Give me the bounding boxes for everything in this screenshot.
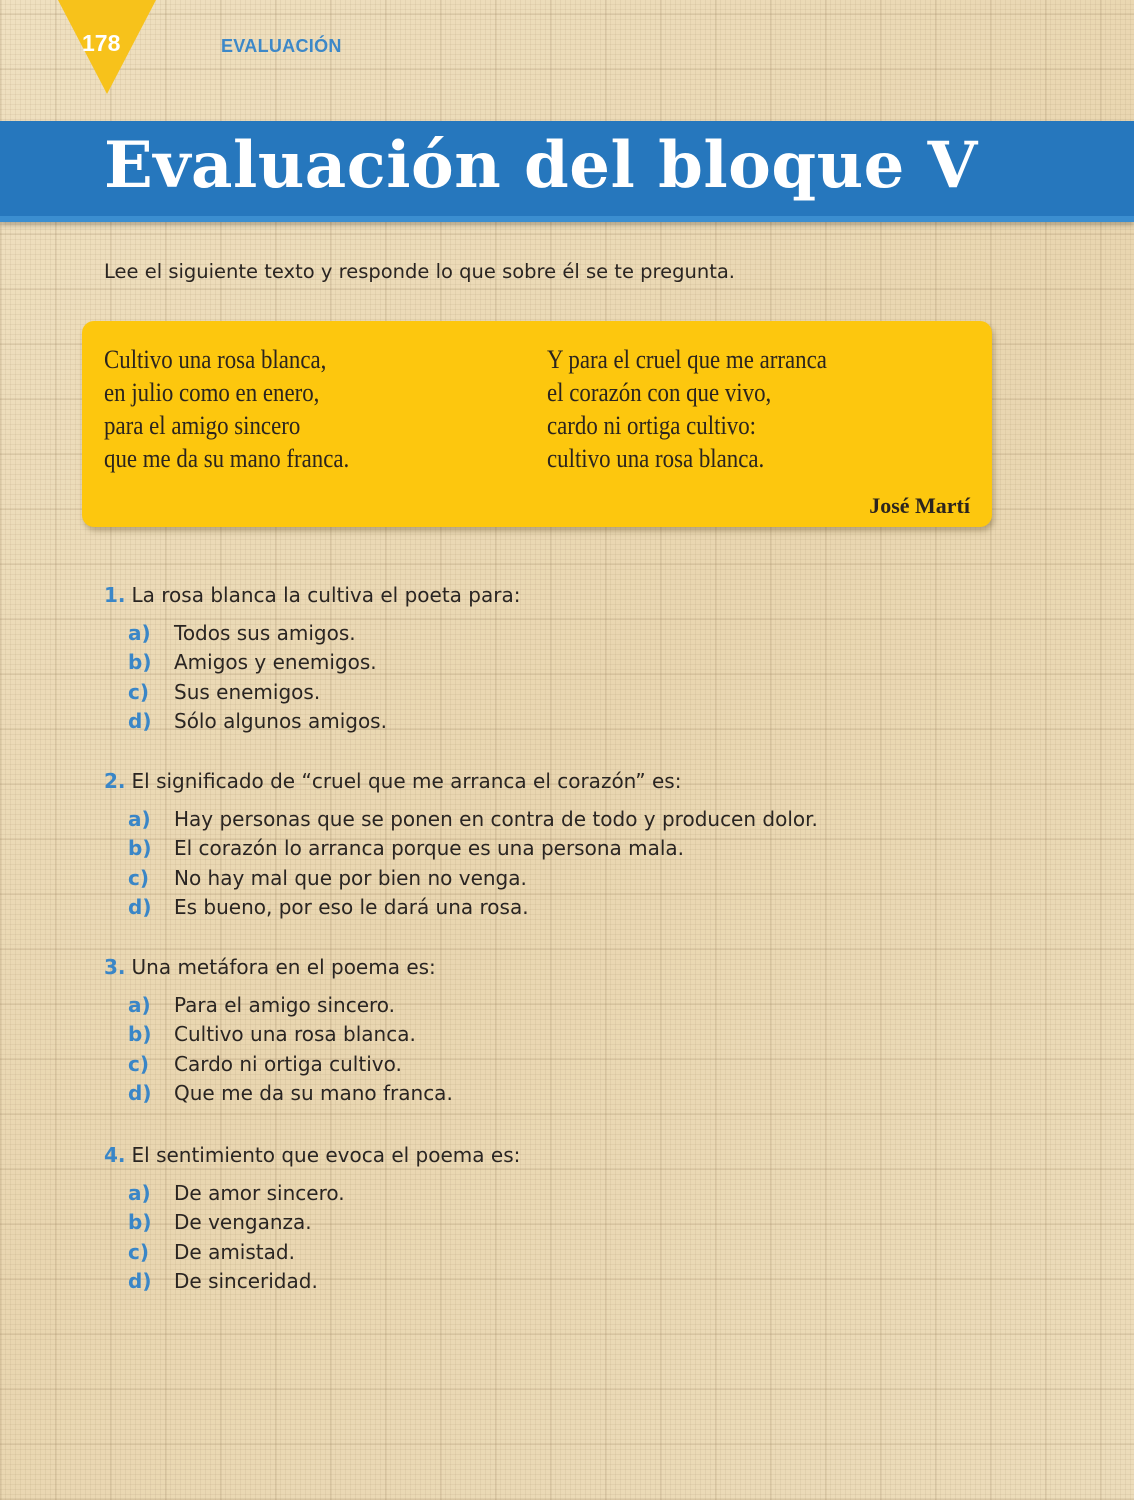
option-text: Sus enemigos.	[174, 679, 321, 704]
option-list	[104, 991, 453, 1108]
question-number: 1.	[104, 583, 126, 607]
poem-author: José Martí	[869, 493, 970, 518]
option-text: Cardo ni ortiga cultivo.	[174, 1051, 402, 1076]
option-b[interactable]	[104, 834, 685, 863]
option-text: Que me da su mano franca.	[174, 1080, 453, 1105]
question-prompt: Una metáfora en el poema es:	[131, 955, 436, 979]
question-prompt: La rosa blanca la cultiva el poeta para:	[131, 583, 521, 607]
instructions: Lee el siguiente texto y responde lo que sobre él se te pregunta.	[104, 260, 735, 283]
poem-stanza-1	[104, 343, 383, 475]
poem-stanza-2	[547, 343, 865, 475]
option-text: De sinceridad.	[174, 1268, 318, 1293]
option-text: Para el amigo sincero.	[174, 993, 396, 1017]
option-b[interactable]	[104, 1020, 436, 1049]
section-label: EVALUACIÓN	[221, 36, 342, 56]
poem-box	[82, 321, 992, 527]
option-letter: b)	[128, 650, 152, 675]
option-list	[104, 805, 818, 922]
option-text: De venganza.	[174, 1210, 312, 1235]
poem-line: el corazón con que vivo,	[547, 378, 772, 407]
option-d[interactable]	[104, 1079, 453, 1108]
option-text: Cultivo una rosa blanca.	[174, 1022, 416, 1047]
question-1	[104, 580, 520, 736]
page-title: Evaluación del bloque V	[104, 128, 978, 203]
option-c[interactable]	[104, 1238, 520, 1267]
poem-line: Y para el cruel que me arranca	[547, 345, 827, 374]
option-text: Sólo algunos amigos.	[174, 708, 387, 733]
option-list	[104, 619, 520, 736]
page-number: 178	[82, 30, 121, 56]
option-letter: c)	[128, 679, 149, 704]
option-a[interactable]	[104, 991, 436, 1020]
option-c[interactable]	[104, 864, 681, 893]
question-text	[104, 766, 681, 796]
option-a[interactable]	[104, 619, 520, 648]
option-d[interactable]	[104, 1267, 520, 1296]
option-letter: a)	[128, 621, 151, 645]
poem-line: para el amigo sincero	[104, 411, 301, 440]
poem-line: que me da su mano franca.	[104, 444, 350, 473]
question-text	[104, 952, 436, 982]
option-letter: c)	[128, 1239, 149, 1264]
option-b[interactable]	[104, 1208, 520, 1237]
option-d[interactable]	[104, 893, 681, 922]
poem-line: cardo ni ortiga cultivo:	[547, 411, 757, 440]
option-letter: c)	[128, 865, 149, 890]
question-text	[104, 580, 520, 610]
question-number: 2.	[104, 769, 126, 793]
option-text: Hay personas que se ponen en contra de todo y producen dolor.	[174, 807, 818, 831]
option-letter: b)	[128, 1022, 152, 1047]
question-3	[104, 952, 453, 1108]
poem-line: en julio como en enero,	[104, 378, 320, 407]
option-letter: a)	[128, 993, 151, 1017]
question-4	[104, 1140, 520, 1296]
option-letter: b)	[128, 836, 152, 861]
question-prompt: El significado de “cruel que me arranca el corazón” es:	[131, 769, 682, 793]
option-letter: d)	[128, 1080, 152, 1105]
option-text: Es bueno, por eso le dará una rosa.	[174, 894, 529, 919]
option-d[interactable]	[104, 707, 520, 736]
option-b[interactable]	[104, 648, 520, 677]
option-c[interactable]	[104, 678, 520, 707]
option-text: El corazón lo arranca porque es una persona mala.	[174, 836, 685, 861]
question-2	[104, 766, 818, 922]
question-number: 4.	[104, 1143, 126, 1167]
option-text: De amor sincero.	[174, 1181, 345, 1205]
option-list	[104, 1179, 520, 1296]
option-c[interactable]	[104, 1050, 436, 1079]
question-prompt: El sentimiento que evoca el poema es:	[131, 1143, 521, 1167]
option-letter: d)	[128, 1268, 152, 1293]
poem-line: Cultivo una rosa blanca,	[104, 345, 327, 374]
option-a[interactable]	[104, 1179, 520, 1208]
option-a[interactable]	[104, 805, 818, 834]
question-number: 3.	[104, 955, 126, 979]
option-text: Amigos y enemigos.	[174, 650, 377, 675]
option-text: Todos sus amigos.	[174, 621, 356, 645]
option-text: De amistad.	[174, 1239, 295, 1264]
poem-line: cultivo una rosa blanca.	[547, 444, 765, 473]
option-letter: d)	[128, 894, 152, 919]
option-letter: a)	[128, 1181, 151, 1205]
option-text: No hay mal que por bien no venga.	[174, 865, 527, 890]
option-letter: b)	[128, 1210, 152, 1235]
option-letter: a)	[128, 807, 151, 831]
option-letter: c)	[128, 1051, 149, 1076]
question-text	[104, 1140, 520, 1170]
option-letter: d)	[128, 708, 152, 733]
